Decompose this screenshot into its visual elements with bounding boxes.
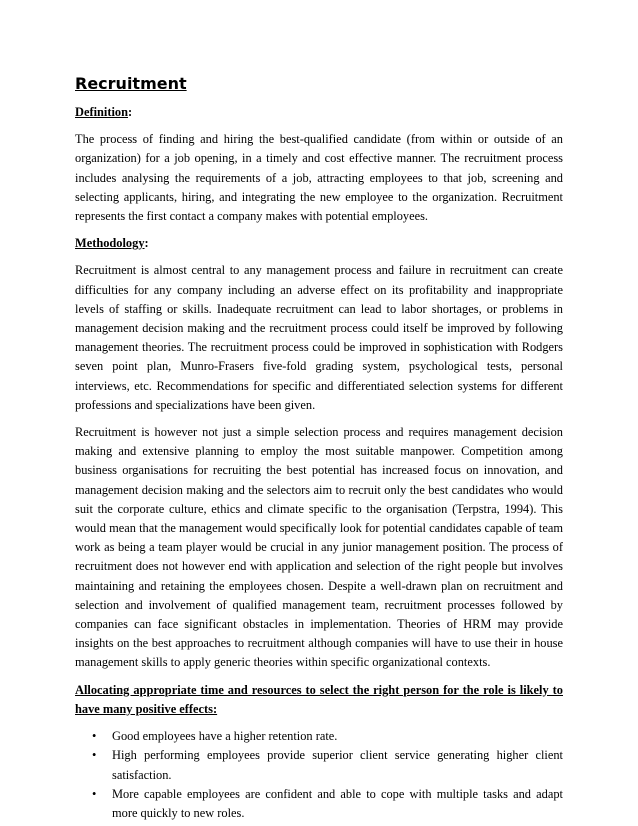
methodology-paragraph-2: Recruitment is however not just a simple selection process and requires management decision making and extensive planning to employ the most suitable manpower. Competition among business organisations for recruiting the best potential has increased focus on innovation, and management decision making and the selectors aim to recruit only the best candidates who would suit the corporate culture, ethics and climate specific to the organisation (Terpstra, 1994). This would mean that the management would specifically look for potential candidates capable of team work as being a team player would be crucial in any junior management position. The process of recruitment does not however end with application and selection of the right people but involves maintaining and retaining the employees chosen. Despite a well-drawn plan on recruitment and selection and involvement of qualified management team, recruitment processes followed by companies can face significant obstacles in implementation. Theories of HRM may provide insights on the best approaches to recruitment although companies will have to use their in house management skills to apply generic theories within specific organizational contexts. xyxy=(75,425,563,670)
bullet-icon: • xyxy=(92,786,97,801)
methodology-paragraph-1: Recruitment is almost central to any management process and failure in recruitment can create difficulties for any company including an adverse effect on its profitability and inappropriate levels of staffing or skills. Inadequate recruitment can lead to labor shortages, or problems in management decision making and the recruitment process could itself be improved by following management theories. The recruitment process could be improved in sophistication with Rodgers seven point plan, Munro-Frasers five-fold grading system, psychological tests, personal interviews, etc. Recommendations for specific and differentiated selection systems for different professions and specializations have been given. xyxy=(75,263,563,412)
bullet-icon: • xyxy=(92,748,97,763)
list-item xyxy=(75,785,563,823)
methodology-heading-colon: : xyxy=(144,236,149,251)
page-title: Recruitment xyxy=(75,74,187,93)
definition-heading: Definition xyxy=(75,105,129,119)
bullet-icon: • xyxy=(92,729,97,744)
list-item-text: More capable employees are confident and able to cope with multiple tasks and adapt more quickly to new roles. xyxy=(112,786,563,820)
effects-list xyxy=(75,727,563,823)
definition-heading-colon: : xyxy=(128,105,133,119)
document-page xyxy=(75,74,563,823)
definition-paragraph: The process of finding and hiring the best-qualified candidate (from within or outside of an organization) for a job opening, in a timely and cost effective manner. The recruitment process includes analysing the requirements of a job, attracting employees to that job, screening and selecting applicants, hiring, and integrating the new employee to the organization. Recruitment represents the first contact a company makes with potential employees. xyxy=(75,132,563,224)
list-item xyxy=(75,746,563,784)
methodology-heading-line xyxy=(75,234,563,253)
methodology-heading: Methodology xyxy=(75,236,145,251)
list-item-text: High performing employees provide superior client service generating higher client satisfaction. xyxy=(112,748,563,782)
list-item xyxy=(75,727,563,746)
effects-heading: Allocating appropriate time and resources to select the right person for the role is likely to have many positive effects: xyxy=(75,682,563,716)
definition-heading-line xyxy=(75,103,563,122)
list-item-text: Good employees have a higher retention rate. xyxy=(112,729,338,744)
